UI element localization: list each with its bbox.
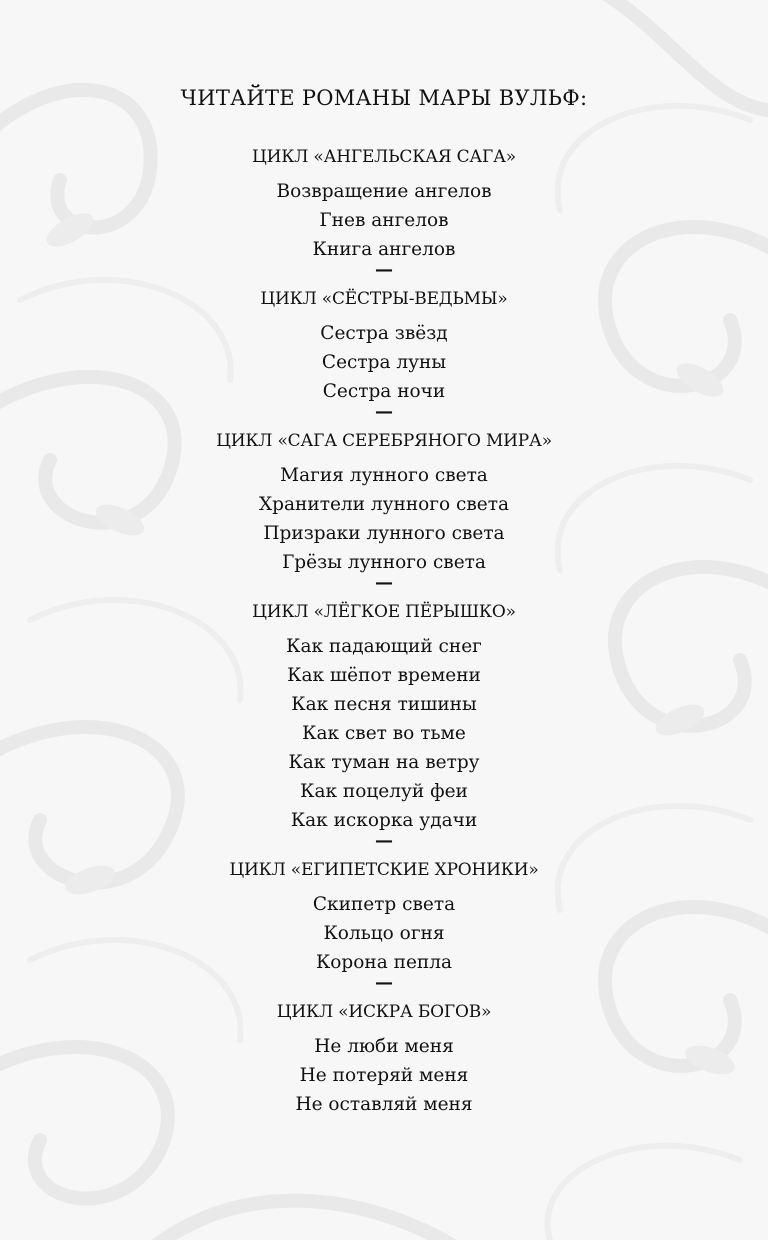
book-title: Как поцелуй феи bbox=[300, 781, 468, 802]
book-title: Как шёпот времени bbox=[287, 665, 481, 686]
cycle-witch-sisters bbox=[0, 285, 768, 424]
book-list bbox=[0, 461, 768, 577]
cycle-spark-of-gods bbox=[0, 998, 768, 1119]
book-title: Скипетр света bbox=[312, 894, 456, 915]
book-title: Сестра ночи bbox=[322, 381, 446, 402]
book-title: Как искорка удачи bbox=[290, 810, 478, 831]
book-title: Не оставляй меня bbox=[295, 1094, 473, 1115]
book-title: Гнев ангелов bbox=[319, 210, 449, 231]
cycle-title: ЦИКЛ «САГА СЕРЕБРЯНОГО МИРА» bbox=[216, 431, 552, 451]
book-title: Как туман на ветру bbox=[288, 752, 480, 773]
page-title: ЧИТАЙТЕ РОМАНЫ МАРЫ ВУЛЬФ: bbox=[180, 86, 588, 110]
book-title: Как падающий снег bbox=[286, 636, 482, 657]
book-title: Грёзы лунного света bbox=[282, 552, 486, 573]
separator: — bbox=[375, 830, 393, 851]
cycle-light-feather bbox=[0, 598, 768, 853]
cycle-angel-saga bbox=[0, 143, 768, 282]
cycle-egyptian-chronicles bbox=[0, 856, 768, 995]
book-title: Хранители лунного света bbox=[259, 494, 509, 515]
book-title: Не потеряй меня bbox=[299, 1065, 469, 1086]
book-list bbox=[0, 890, 768, 977]
book-title: Возвращение ангелов bbox=[276, 181, 492, 202]
book-title: Сестра звёзд bbox=[320, 323, 448, 344]
book-title: Магия лунного света bbox=[280, 465, 488, 486]
book-list bbox=[0, 1032, 768, 1119]
book-list bbox=[0, 177, 768, 264]
book-list bbox=[0, 632, 768, 835]
separator: — bbox=[375, 972, 393, 993]
cycle-silver-world-saga bbox=[0, 427, 768, 595]
book-title: Не люби меня bbox=[314, 1036, 454, 1057]
separator: — bbox=[375, 259, 393, 280]
book-title: Кольцо огня bbox=[323, 923, 445, 944]
book-title: Корона пепла bbox=[315, 952, 453, 973]
separator: — bbox=[375, 401, 393, 422]
book-title: Как песня тишины bbox=[291, 694, 477, 715]
book-title: Сестра луны bbox=[321, 352, 447, 373]
cycle-title: ЦИКЛ «ИСКРА БОГОВ» bbox=[276, 1002, 492, 1022]
book-title: Книга ангелов bbox=[312, 239, 456, 260]
book-title: Как свет во тьме bbox=[302, 723, 466, 744]
separator: — bbox=[375, 572, 393, 593]
book-title: Призраки лунного света bbox=[263, 523, 505, 544]
book-list bbox=[0, 319, 768, 406]
cycle-title: ЦИКЛ «ЛЁГКОЕ ПЁРЫШКО» bbox=[252, 602, 516, 622]
cycle-title: ЦИКЛ «АНГЕЛЬСКАЯ САГА» bbox=[252, 147, 516, 167]
cycle-title: ЦИКЛ «СЁСТРЫ-ВЕДЬМЫ» bbox=[260, 289, 508, 309]
cycles-container bbox=[0, 143, 768, 1119]
cycle-title: ЦИКЛ «ЕГИПЕТСКИЕ ХРОНИКИ» bbox=[229, 860, 539, 880]
